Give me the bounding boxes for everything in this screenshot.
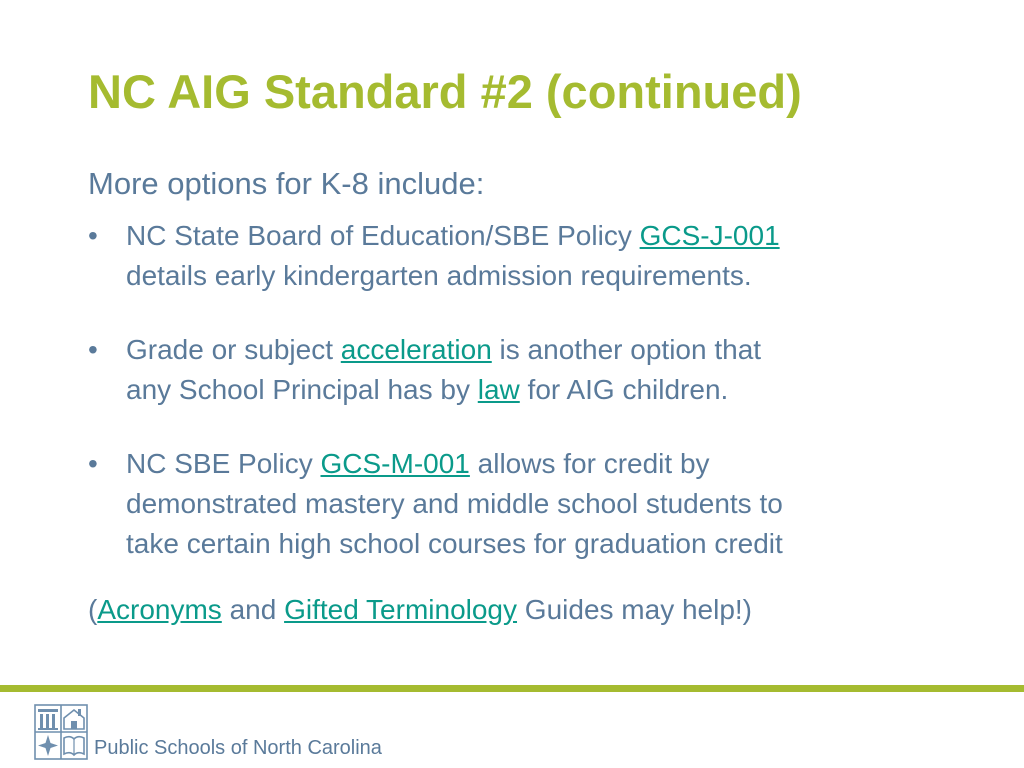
bullet-marker: • xyxy=(88,448,98,479)
guides-note xyxy=(88,590,752,630)
bullet-text: any School Principal has by xyxy=(126,374,478,405)
bullet-list xyxy=(88,216,988,564)
bullet-line: details early kindergarten admission requirements. xyxy=(126,260,752,291)
note-text: ( xyxy=(88,594,98,625)
bullet-marker: • xyxy=(88,334,98,365)
bullet-item-early-kindergarten xyxy=(88,216,988,296)
bullet-line xyxy=(126,330,988,370)
slide-title: NC AIG Standard #2 (continued) xyxy=(88,65,802,118)
bullet-line: take certain high school courses for graduation credit xyxy=(126,528,783,559)
bullet-line xyxy=(126,444,988,484)
bullet-text: is another option that xyxy=(491,334,762,365)
note-text: and xyxy=(221,594,285,625)
link-gifted-terminology[interactable]: Gifted Terminology xyxy=(284,594,518,625)
link-acronyms[interactable]: Acronyms xyxy=(97,594,222,625)
bullet-marker: • xyxy=(88,220,98,251)
note-text: Guides may help!) xyxy=(517,594,753,625)
bullet-text: Grade or subject xyxy=(126,334,341,365)
bullet-line xyxy=(126,370,988,410)
link-gcs-m-001[interactable]: GCS-M-001 xyxy=(320,448,470,479)
bullet-text: NC SBE Policy xyxy=(126,448,321,479)
bullet-item-credit-by-mastery xyxy=(88,444,988,564)
bullet-text: allows for credit by xyxy=(469,448,710,479)
bullet-text: NC State Board of Education/SBE Policy xyxy=(126,220,640,251)
nc-schools-logo-icon xyxy=(34,704,88,760)
link-law[interactable]: law xyxy=(477,374,520,405)
bullet-text: for AIG children. xyxy=(519,374,729,405)
link-gcs-j-001[interactable]: GCS-J-001 xyxy=(639,220,780,251)
bullet-item-acceleration xyxy=(88,330,988,410)
slide-subtitle: More options for K-8 include: xyxy=(88,166,485,201)
footer-divider xyxy=(0,685,1024,692)
brand-name: Public Schools of North Carolina xyxy=(94,737,382,759)
bullet-line: demonstrated mastery and middle school students to xyxy=(126,488,783,519)
bullet-line xyxy=(126,216,988,256)
link-acceleration[interactable]: acceleration xyxy=(340,334,492,365)
